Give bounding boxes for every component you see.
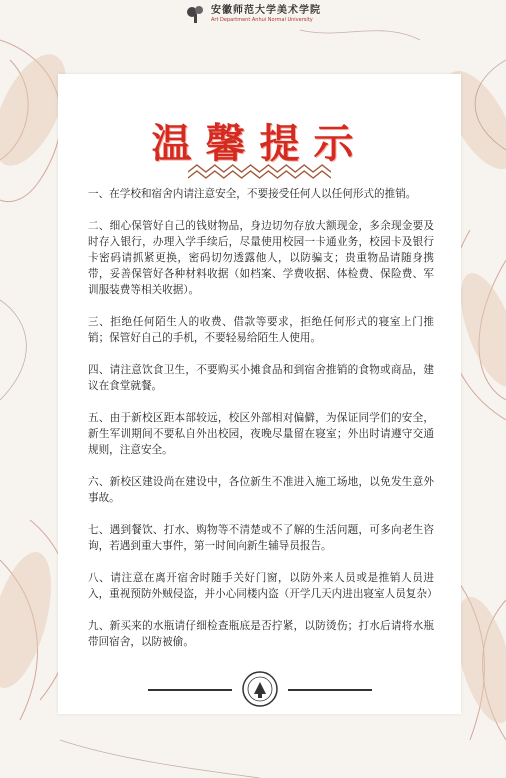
notice-items xyxy=(88,186,438,666)
notice-item: 四、请注意饮食卫生，不要购买小摊食品和到宿舍推销的食物或商品，建议在食堂就餐。 xyxy=(88,364,434,392)
notice-title: 温馨提示 xyxy=(151,120,368,167)
zigzag-divider-icon xyxy=(188,162,331,182)
notice-item: 五、由于新校区距本部较远，校区外部相对偏僻，为保证同学们的安全，新生军训期间不要私自外出校园，夜晚尽量留在寝室；外出时请遵守交通规则，注意安全。 xyxy=(88,412,434,456)
university-name: 安徽师范大学美术学院 xyxy=(211,4,321,16)
notice-card xyxy=(58,74,461,714)
notice-item: 三、拒绝任何陌生人的收费、借款等要求，拒绝任何形式的寝室上门推销；保管好自己的手机，不要轻易给陌生人使用。 xyxy=(88,316,434,344)
university-seal-icon xyxy=(241,670,279,708)
university-header xyxy=(0,4,506,24)
notice-item: 一、在学校和宿舍内请注意安全，不要接受任何人以任何形式的推销。 xyxy=(88,188,417,200)
footer-line-left xyxy=(148,689,232,691)
footer-line-right xyxy=(288,689,372,691)
notice-item: 七、遇到餐饮、打水、购物等不清楚或不了解的生活问题，可多向老生咨询，若遇到重大事件，第一时间向新生辅导员报告。 xyxy=(88,524,434,552)
university-logo-icon xyxy=(185,4,207,24)
notice-item: 六、新校区建设尚在建设中，各位新生不准进入施工场地，以免发生意外事故。 xyxy=(88,476,434,504)
notice-item: 二、细心保管好自己的钱财物品，身边切勿存放大额现金，多余现金要及时存入银行，办理入学手续后，尽量使用校园一卡通业务，校园卡及银行卡密码请抓紧更换，密码切勿透露他人，以防骗支；贵重物品请随身携带，妥善保管好各种材料收据（如档案、学费收据、体检费、保险费、军训服装费等相关收据）。 xyxy=(88,220,434,296)
notice-item: 八、请注意在离开宿舍时随手关好门窗，以防外来人员或是推销人员进入，重视预防外贼侵盗，并小心同楼内盗（开学几天内进出寝室人员复杂） xyxy=(88,572,438,600)
university-english-name: Art Department Anhui Normal University xyxy=(211,16,313,23)
notice-item: 九、新买来的水瓶请仔细检查瓶底是否拧紧，以防烫伤；打水后请将水瓶带回宿舍，以防被偷。 xyxy=(88,620,434,648)
